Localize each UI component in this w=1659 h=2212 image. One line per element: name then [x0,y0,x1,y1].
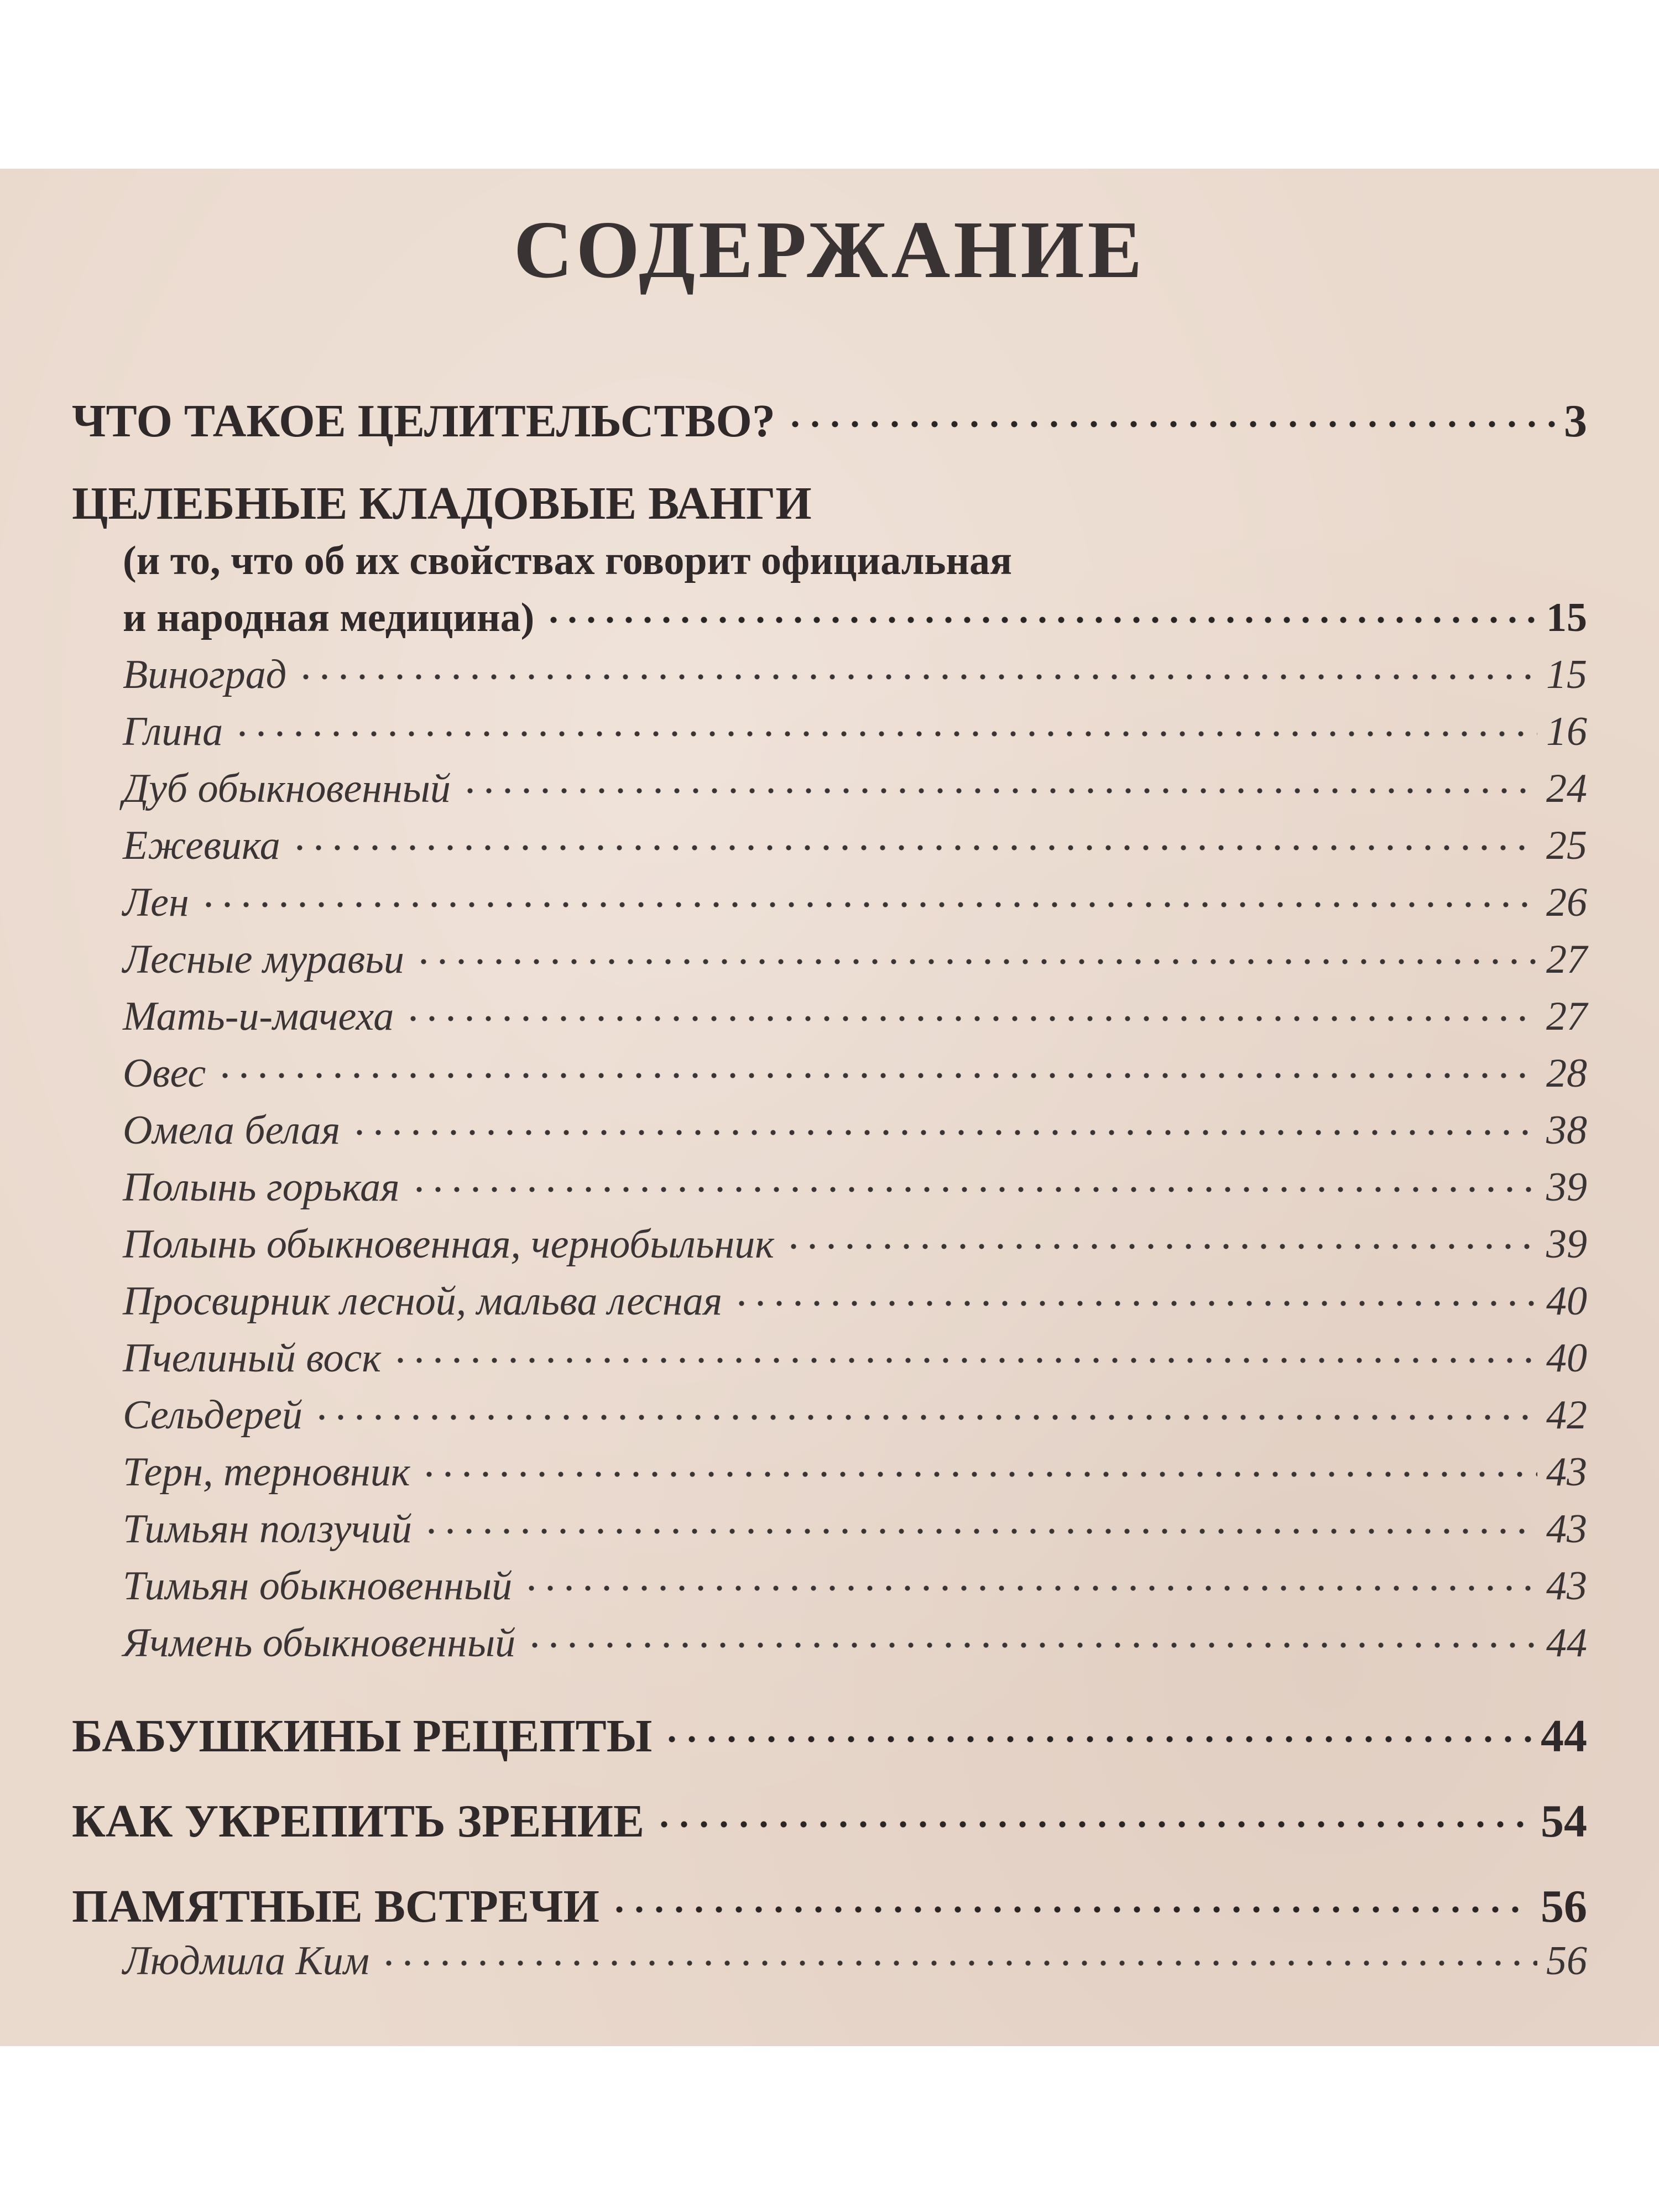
toc-item-label: Пчелиный воск [123,1335,381,1381]
toc-section-vision [72,1790,1587,1848]
toc-page-number: 56 [1541,1881,1587,1932]
toc-item-label: Овес [123,1051,206,1096]
dot-leader [420,1444,1537,1485]
toc-page-number: 15 [1546,652,1587,697]
toc-item [72,1216,1587,1273]
toc-item [72,1444,1587,1501]
toc-item-label: Омела белая [123,1108,341,1153]
toc-item-label: Терн, терновник [123,1449,410,1495]
toc-section-label: ЦЕЛЕБНЫЕ КЛАДОВЫЕ ВАНГИ [72,478,812,529]
toc-item-label: Мать-и-мачеха [123,994,394,1039]
dot-leader [410,1160,1537,1201]
dot-leader [290,818,1537,859]
dot-leader [414,932,1537,973]
dot-leader [784,1217,1537,1258]
toc-item [72,931,1587,988]
toc-item [72,988,1587,1045]
toc-page-number: 44 [1541,1710,1587,1762]
table-of-contents [72,390,1587,1990]
toc-item [72,1558,1587,1615]
toc-page-number: 27 [1546,937,1587,982]
toc-item-label: Тимьян обыкновенный [123,1563,513,1609]
toc-page-number: 43 [1546,1563,1587,1609]
toc-item [72,1933,1587,1990]
toc-item [72,1102,1587,1159]
toc-page-number: 43 [1546,1449,1587,1495]
toc-page-number: 43 [1546,1506,1587,1552]
toc-item-label: Сельдерей [123,1392,302,1438]
page-title: СОДЕРЖАНИЕ [513,205,1146,295]
dot-leader [391,1331,1537,1371]
toc-item [72,1045,1587,1102]
toc-item [72,817,1587,874]
toc-item [72,1330,1587,1387]
dot-leader [296,647,1537,688]
toc-item-label: Лен [123,880,189,925]
toc-section-vanga-stores [72,475,1587,533]
toc-page-number: 42 [1546,1392,1587,1438]
toc-page-number: 39 [1546,1222,1587,1267]
toc-item-label: Глина [123,709,223,754]
toc-item-label: Дуб обыкновенный [123,766,451,811]
dot-leader [379,1933,1537,1974]
toc-page-number: 26 [1546,880,1587,925]
toc-item [72,1387,1587,1444]
dot-leader [654,1790,1532,1837]
toc-item-label: Полынь горькая [123,1165,400,1210]
toc-item-label: Просвирник лесной, мальва лесная [123,1279,722,1324]
toc-page-number: 54 [1541,1796,1587,1847]
toc-item [72,1615,1587,1672]
toc-item-label: Полынь обыкновенная, чернобыльник [123,1222,774,1267]
toc-item-label: Тимьян ползучий [123,1506,412,1552]
dot-leader [525,1615,1537,1656]
toc-page-number: 24 [1546,766,1587,811]
toc-item [72,703,1587,760]
toc-section-label: КАК УКРЕПИТЬ ЗРЕНИЕ [72,1796,644,1847]
book-page [0,169,1659,2046]
toc-item-label: Ежевика [123,823,280,868]
dot-leader [785,390,1555,436]
dot-leader [216,1046,1537,1087]
dot-leader [312,1387,1537,1428]
toc-item-label: Виноград [123,652,287,697]
dot-leader [199,875,1537,916]
toc-section-note: (и то, что об их свойствах говорит официальная [123,538,1013,583]
dot-leader [422,1501,1537,1542]
toc-section-label: БАБУШКИНЫ РЕЦЕПТЫ [72,1710,653,1762]
toc-item-label: Ячмень обыкновенный [123,1620,516,1666]
toc-item [72,1159,1587,1216]
toc-item [72,874,1587,931]
toc-item-label: Лесные муравьи [123,937,404,982]
toc-page-number: 15 [1546,595,1587,640]
toc-item [72,760,1587,817]
toc-section-label: ПАМЯТНЫЕ ВСТРЕЧИ [72,1881,599,1932]
toc-section-note-entry [72,589,1587,646]
dot-leader [233,704,1537,745]
toc-page-number: 44 [1546,1620,1587,1666]
toc-section-healing [72,390,1587,447]
toc-page-number: 40 [1546,1279,1587,1324]
toc-section-grandma-recipes [72,1705,1587,1762]
dot-leader [732,1274,1537,1314]
toc-item [72,1273,1587,1330]
dot-leader [404,989,1537,1030]
toc-section-note-label: и народная медицина) [123,595,535,640]
dot-leader [461,761,1537,802]
toc-item-label: Людмила Ким [123,1938,369,1984]
toc-section-memorable-meetings [72,1875,1587,1933]
dot-leader [350,1103,1537,1144]
toc-page-number: 56 [1546,1938,1587,1984]
toc-page-number: 27 [1546,994,1587,1039]
toc-page-number: 16 [1546,709,1587,754]
toc-section-label: ЧТО ТАКОЕ ЦЕЛИТЕЛЬСТВО? [72,395,775,447]
toc-page-number: 39 [1546,1165,1587,1210]
toc-page-number: 28 [1546,1051,1587,1096]
toc-page-number: 25 [1546,823,1587,868]
toc-item [72,1501,1587,1558]
dot-leader [544,590,1537,631]
toc-page-number: 40 [1546,1335,1587,1381]
toc-page-number: 3 [1564,395,1587,447]
toc-page-number: 38 [1546,1108,1587,1153]
dot-leader [609,1875,1532,1922]
dot-leader [522,1558,1537,1599]
toc-item [72,646,1587,703]
dot-leader [662,1705,1532,1751]
